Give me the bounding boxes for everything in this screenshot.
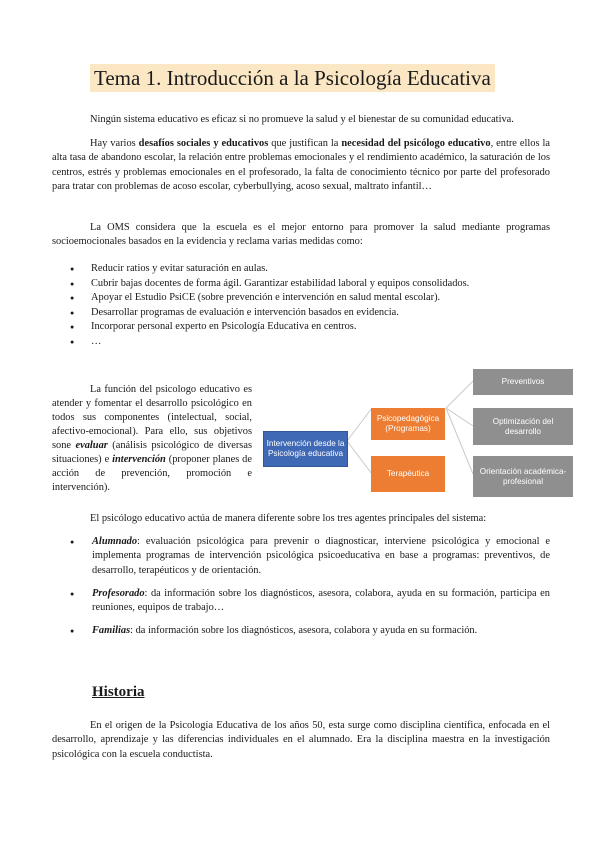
connector-root-branch2 [347, 441, 372, 474]
agents-list [70, 535, 550, 648]
agent-label: Profesorado [92, 587, 145, 599]
diagram-node-terapeutica: Terapéutica [371, 456, 445, 492]
text-run: , entre ellos la alta tasa de abandono escolar, la relación entre problemas emocionales y el rendimiento académico, la saturación de los centros, estrés y problemas emocionales en el profesorado, la falta de conocimiento técnico por parte del profesorado para tratar con problemas de acoso escolar, cyberbullying, acoso sexual, maltrato infantil… [52, 138, 551, 192]
connector-root-branch1 [347, 408, 372, 441]
function-paragraph [52, 383, 252, 495]
challenges-paragraph [52, 137, 550, 194]
agent-label: Alumnado [92, 536, 138, 547]
diagram-node-psicopedagogica: Psicopedagógica (Programas) [371, 408, 445, 440]
diagram-root-node: Intervención desde la Psicología educativa [263, 431, 348, 467]
bold-evaluar: evaluar [75, 440, 108, 451]
page-title: Tema 1. Introducción a la Psicología Educativa [90, 64, 495, 92]
agent-label: Familias [92, 625, 131, 637]
list-item: ● Apoyar el Estudio PsiCE (sobre prevención e intervención en salud mental escolar). [70, 291, 550, 306]
agent-item-profesorado [70, 587, 550, 616]
bold-intervencion: intervención [112, 454, 166, 465]
connector-branch1-leaf1 [446, 381, 473, 408]
list-item: ● Incorporar personal experto en Psicología Educativa en centros. [70, 320, 550, 335]
list-item: ● … [70, 335, 550, 350]
text-run: que justifican la [268, 138, 342, 149]
list-item: ● Cubrir bajas docentes de forma ágil. Garantizar estabilidad laboral y equipos consolidados. [70, 277, 550, 292]
oms-measures-list [70, 262, 550, 350]
diagram-leaf-optimizacion: Optimización del desarrollo [473, 408, 573, 445]
agent-item-familias [70, 624, 550, 638]
text-run: (proponer planes de acción de prevención, promoción e intervención). [52, 454, 252, 493]
agents-intro: El psicólogo educativo actúa de manera diferente sobre los tres agentes principales del sistema: [90, 513, 487, 524]
agent-item-alumnado [70, 535, 550, 578]
text-run: (análisis psicológico de diversas situaciones) e [52, 440, 252, 465]
diagram-leaf-orientacion: Orientación académica-profesional [473, 456, 573, 497]
diagram-leaf-preventivos: Preventivos [473, 369, 573, 395]
list-item: ● Desarrollar programas de evaluación e intervención basados en evidencia. [70, 306, 550, 321]
bold-challenges: desafíos sociales y educativos [138, 138, 269, 149]
section-heading-historia: Historia [92, 684, 145, 700]
oms-paragraph: La OMS considera que la escuela es el mejor entorno para promover la salud mediante programas socioemocionales basados en la evidencia y reclama varias medidas como: [52, 222, 550, 248]
text-run: Hay varios [90, 138, 139, 149]
connector-branch1-leaf3 [446, 408, 473, 474]
bold-necessity: necesidad del psicólogo educativo [341, 138, 491, 149]
agent-text: : da información sobre los diagnósticos, asesora, colabora, ayuda en su formación, participa en reuniones, equipos de trabajo… [92, 587, 550, 614]
list-item: ● Reducir ratios y evitar saturación en aulas. [70, 262, 550, 277]
history-paragraph: En el origen de la Psicología Educativa de los años 50, esta surge como disciplina científica, enfocada en el desarrollo, aprendizaje y las diferencias individuales en el alumnado. Era la disciplina maestra en la investigación psicológica con la escuela conductista. [52, 720, 550, 760]
intro-paragraph: Ningún sistema educativo es eficaz si no promueve la salud y el bienestar de su comunidad educativa. [90, 114, 514, 125]
text-run: La función del psicologo educativo es atender y fomentar el desarrollo psicológico en todos sus componentes (intelectual, social, afectivo-emocional). Para ello, sus objetivos sone [52, 384, 252, 451]
agent-text: : da información sobre los diagnósticos, asesora, colabora y ayuda en su formación. [130, 625, 478, 637]
agent-text: : evaluación psicológica para prevenir o diagnosticar, interviene psicológica y emocional e implementa programas de intervención psicológica psicoeducativa en base a programas: preventivos, de desarrollo, terapéuticos y de orientación. [92, 536, 550, 576]
